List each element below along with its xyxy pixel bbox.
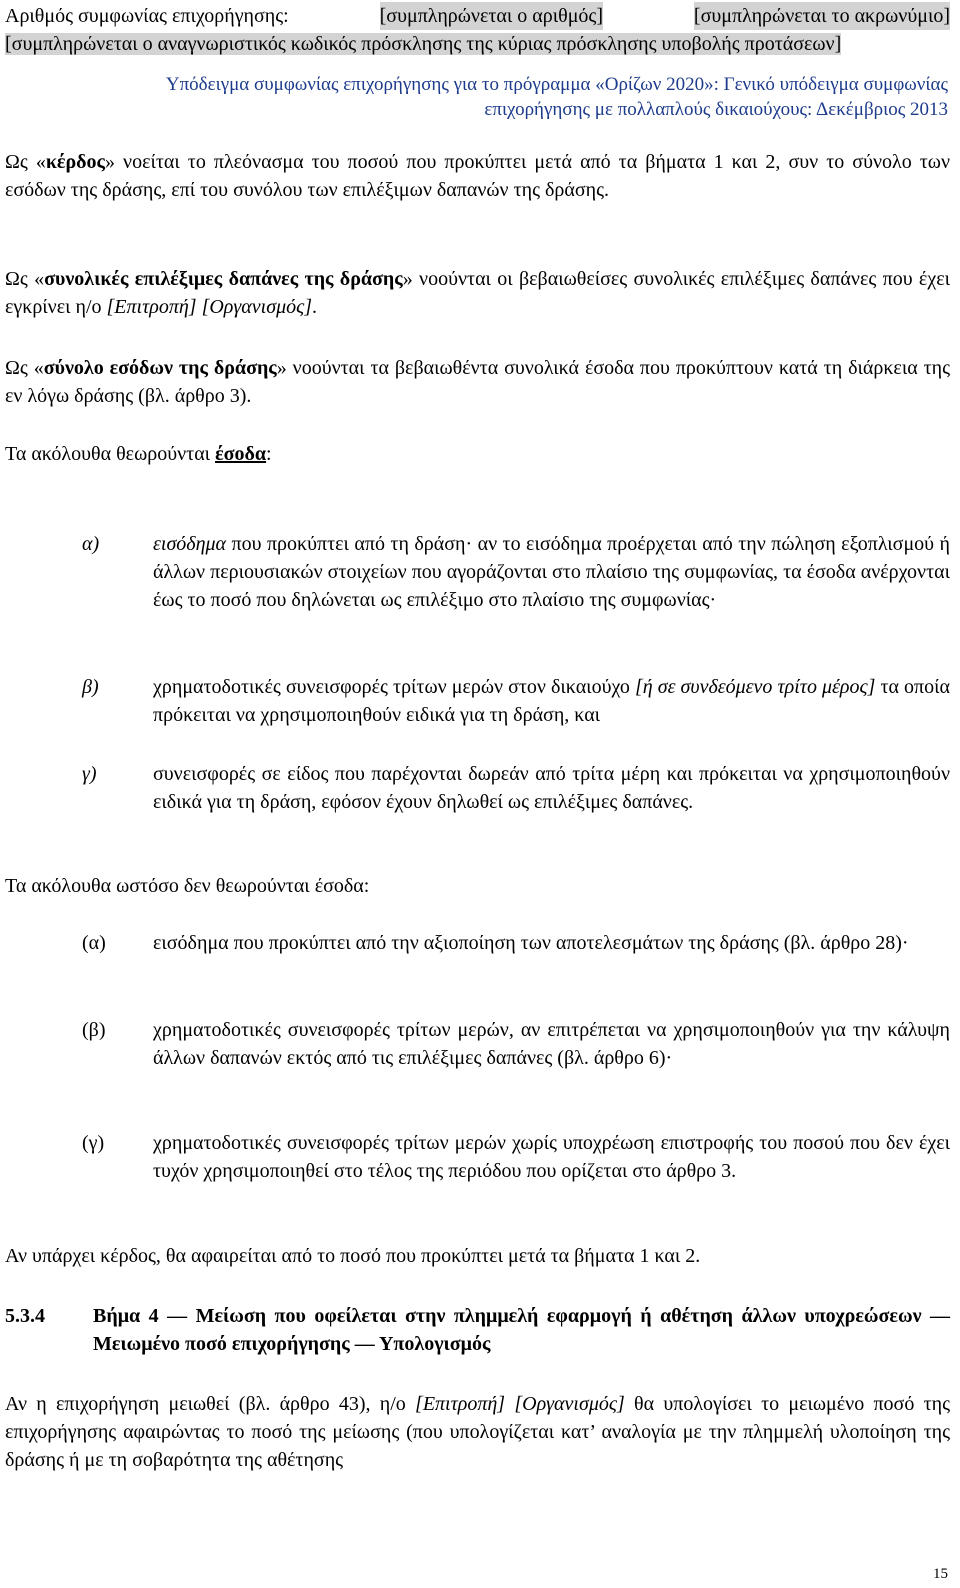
text-run: » νοούνται τα βεβαιωθέντα συνολικά έσοδα που προκύπτουν κατά τη διάρκεια της εν λόγω δράσης (βλ. άρθρο 3). (5, 357, 951, 407)
text-run: : (266, 443, 272, 465)
text-run: τα οποία πρόκειται να χρησιμοποιηθούν ειδικά για τη δράση, και (153, 676, 951, 726)
term-eligible-costs: συνολικές επιλέξιμες δαπάνες της δράσης (44, 268, 403, 290)
term-receipts: έσοδα (215, 443, 267, 465)
agreement-number-label: Αριθμός συμφωνίας επιχορήγησης: (5, 5, 289, 27)
text-run: που προκύπτει από τη δράση· αν το εισόδημα προέρχεται από την πώληση εξοπλισμού ή άλλων περιουσιακών στοιχείων που αγοράζονται στο πλαίσιο της συμφωνίας, τα έσοδα ανέρχονται έως το ποσό που δηλώνεται ως επιλέξιμο στο πλαίσιο της συμφωνίας· (153, 533, 950, 611)
page-number: 15 (933, 1566, 948, 1582)
document-subtitle (48, 72, 948, 122)
profit-deduction-note: Αν υπάρχει κέρδος, θα αφαιρείται από το ποσό που προκύπτει μετά τα βήματα 1 και 2. (5, 1245, 701, 1267)
list-item-label: β) (82, 676, 99, 698)
list-item-label: (α) (82, 932, 106, 954)
total-receipts-definition (5, 354, 950, 410)
text-run: Ως « (5, 357, 44, 379)
text-run: Τα ακόλουθα θεωρούνται (5, 443, 216, 465)
list-item-label: (γ) (82, 1132, 105, 1154)
text-run: » νοούνται οι βεβαιωθείσες συνολικές επιλέξιμες δαπάνες που έχει εγκρίνει η/ο (5, 268, 950, 318)
list-item-text: χρηματοδοτικές συνεισφορές τρίτων μερών, αν επιτρέπεται να χρησιμοποιηθούν για την κάλυψη άλλων δαπανών εκτός από τις επιλέξιμες δαπάνες (βλ. άρθρο 6)· (153, 1019, 950, 1069)
term-total-receipts: σύνολο εσόδων της δράσης (43, 357, 277, 379)
italic-placeholder: [ή σε συνδεόμενο τρίτο μέρος] (634, 676, 876, 698)
list-item-text: εισόδημα που προκύπτει από την αξιοποίηση των αποτελεσμάτων της δράσης (βλ. άρθρο 28)· (153, 932, 909, 954)
document-header (5, 2, 950, 58)
acronym-placeholder: [συμπληρώνεται το ακρωνύμιο] (694, 2, 950, 30)
header-line-2 (5, 30, 950, 58)
italic-term: εισόδημα (153, 533, 227, 555)
text-run: θα υπολογίσει το μειωμένο ποσό της επιχορήγησης αφαιρώντας το ποσό της μείωσης (που υπολογίζεται κατ’ αναλογία με την πλημμελή υλοποίηση της δράσης ή με τη σοβαρότητα της αθέτησης (5, 1393, 951, 1471)
italic-placeholder: [Επιτροπή] [Οργανισμός] (106, 296, 313, 318)
list-item-text: χρηματοδοτικές συνεισφορές τρίτων μερών χωρίς υποχρέωση επιστροφής του ποσού που δεν έχει τυχόν χρησιμοποιηθεί στο τέλος της περιόδου που ορίζεται στο άρθρο 3. (153, 1132, 950, 1182)
eligible-costs-definition (5, 265, 950, 321)
list-item-label: (β) (82, 1019, 106, 1041)
non-receipts-intro: Τα ακόλουθα ωστόσο δεν θεωρούνται έσοδα: (5, 875, 370, 897)
list-item-text (153, 673, 950, 729)
list-item-label: γ) (82, 763, 97, 785)
text-run: . (312, 296, 318, 318)
header-line-1 (5, 2, 950, 30)
text-run: » νοείται το πλεόνασμα του ποσού που προκύπτει μετά από τα βήματα 1 και 2, συν το σύνολο των εσόδων της δράσης, επί του συνόλου των επιλέξιμων δαπανών της δράσης. (5, 151, 950, 201)
section-title: Βήμα 4 — Μείωση που οφείλεται στην πλημμελή εφαρμογή ή αθέτηση άλλων υποχρεώσεων — Μειωμένο ποσό επιχορήγησης — Υπολογισμός (93, 1305, 950, 1355)
text-run: Αν η επιχορήγηση μειωθεί (βλ. άρθρο 43), η/ο (5, 1393, 416, 1415)
text-run: χρηματοδοτικές συνεισφορές τρίτων μερών στον δικαιούχο (153, 676, 635, 698)
list-item-text (153, 530, 950, 614)
reduction-paragraph (5, 1390, 950, 1474)
text-run: Ως « (5, 151, 46, 173)
italic-placeholder: [Επιτροπή] [Οργανισμός] (415, 1393, 625, 1415)
call-id-placeholder: [συμπληρώνεται ο αναγνωριστικός κωδικός πρόσκλησης της κύριας πρόσκλησης υποβολής προτάσεων] (5, 33, 842, 55)
term-profit: κέρδος (45, 151, 105, 173)
subtitle-line-1: Υπόδειγμα συμφωνίας επιχορήγησης για το πρόγραμμα «Ορίζων 2020»: Γενικό υπόδειγμα συμφωνίας (165, 74, 948, 95)
section-number: 5.3.4 (5, 1305, 45, 1327)
profit-definition (5, 148, 950, 204)
list-item-text: συνεισφορές σε είδος που παρέχονται δωρεάν από τρίτα μέρη και πρόκειται να χρησιμοποιηθούν ειδικά για τη δράση, εφόσον έχουν δηλωθεί ως επιλέξιμες δαπάνες. (153, 763, 950, 813)
receipts-intro (5, 440, 950, 468)
agreement-number-placeholder: [συμπληρώνεται ο αριθμός] (380, 2, 603, 30)
list-item-label: α) (82, 533, 100, 555)
text-run: Ως « (5, 268, 45, 290)
subtitle-line-2: επιχορήγησης με πολλαπλούς δικαιούχους: Δεκέμβριος 2013 (484, 99, 948, 120)
